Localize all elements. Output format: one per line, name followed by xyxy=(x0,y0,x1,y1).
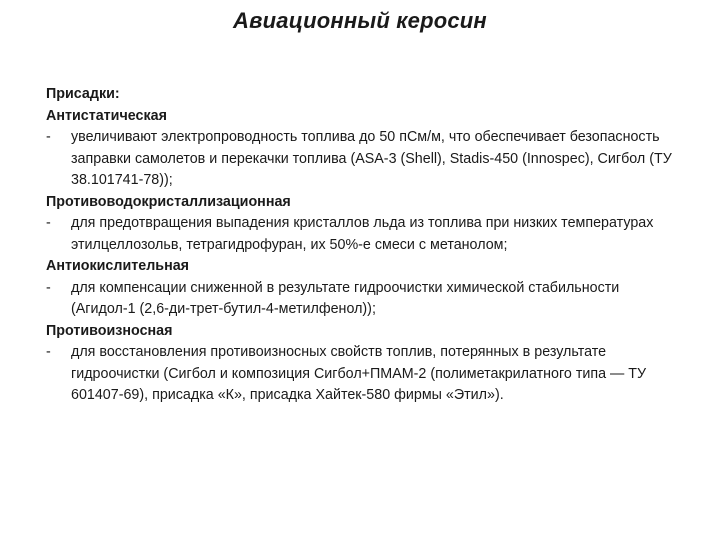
section-bullet-antistatic xyxy=(46,127,676,192)
bullet-dash: - xyxy=(46,215,51,231)
section-title-antioxidant: Антиокислительная xyxy=(46,258,190,274)
additives-heading: Присадки: xyxy=(46,86,120,102)
bullet-text: для предотвращения выпадения кристаллов льда из топлива при низких температурах этилцеллозольв, тетрагидрофуран, их 50%-е смеси с метанолом; xyxy=(71,215,654,253)
section-bullet-antioxidant xyxy=(46,278,676,321)
bullet-dash: - xyxy=(46,344,51,360)
slide-title: Авиационный керосин xyxy=(233,8,487,33)
section-bullet-antiwear xyxy=(46,342,676,407)
bullet-text: для компенсации сниженной в результате гидроочистки химической стабильности (Агидол-1 (2,6-ди-трет-бутил-4-метилфенол)); xyxy=(71,279,620,317)
section-title-anti-icing: Противоводокристаллизационная xyxy=(46,193,291,210)
section-bullet-anti-icing xyxy=(46,213,676,256)
bullet-text: для восстановления противоизносных свойств топлив, потерянных в результате гидроочистки (Сигбол и композиция Сигбол+ПМАМ-2 (полиметакрилатного типа — ТУ 601407-69), присадка «К», присадка Хайтек-580 фирмы «Этил»). xyxy=(71,344,647,403)
bullet-dash: - xyxy=(46,279,51,296)
section-title-antistatic: Антистатическая xyxy=(46,107,167,124)
section-title-antiwear: Противоизносная xyxy=(46,322,173,339)
slide-content xyxy=(46,84,676,407)
bullet-dash: - xyxy=(46,129,51,145)
bullet-text: увеличивают электропроводность топлива до 50 пСм/м, что обеспечивает безопасность заправки самолетов и перекачки топлива (ASA-3 (Shell), Stadis-450 (Innospec), Сигбол (ТУ 38.101741-78)); xyxy=(71,129,672,188)
